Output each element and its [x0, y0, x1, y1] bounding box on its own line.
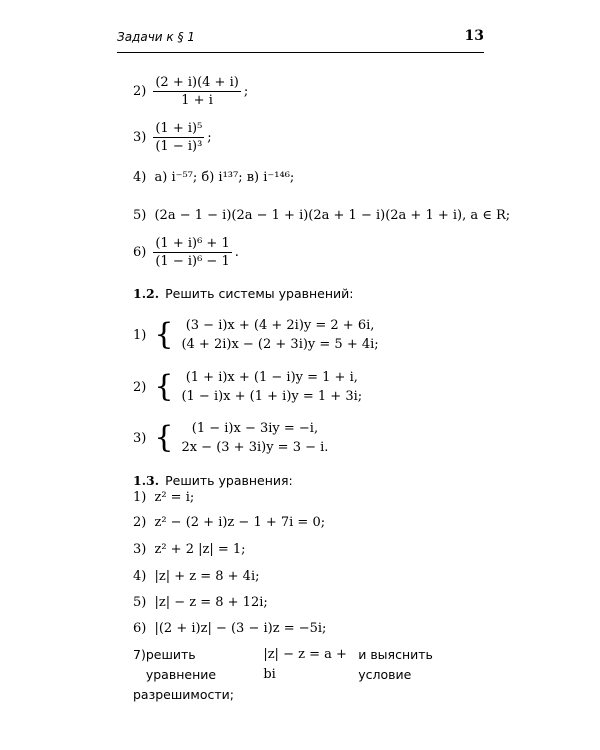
item-label: 4): [133, 569, 147, 584]
system-2: [133, 368, 362, 406]
problem-label: 6): [133, 245, 147, 260]
problem-expression: а) i⁻⁵⁷; б) i¹³⁷; в) i⁻¹⁴⁶;: [154, 170, 295, 185]
equations: [181, 316, 378, 354]
item-label: 2): [133, 515, 147, 530]
equation-item-6: [133, 621, 326, 636]
problem-5: [133, 208, 510, 223]
system-1: [133, 316, 379, 354]
equation: (1 − i)x − 3iy = −i,: [191, 421, 319, 436]
system-label: 1): [133, 327, 147, 343]
system-label: 3): [133, 430, 147, 446]
equation: (1 − i)x + (1 + i)y = 1 + 3i;: [181, 389, 363, 404]
denominator: 1 + i: [181, 93, 213, 108]
section-title: Решить системы уравнений:: [165, 286, 354, 301]
item-label: 1): [133, 490, 147, 505]
equation: 2x − (3 + 3i)y = 3 − i.: [181, 440, 329, 455]
punctuation: .: [234, 245, 239, 260]
equation-item-3: [133, 542, 246, 557]
item-label: 7): [133, 647, 146, 662]
equation: z² + 2 |z| = 1;: [154, 542, 246, 557]
problem-4: [133, 170, 294, 185]
problem-label: 2): [133, 84, 147, 99]
equation-item-1: [133, 490, 194, 505]
fraction: [153, 121, 204, 154]
section-number: 1.2.: [133, 286, 160, 301]
fraction: [153, 236, 231, 269]
equation: |z| − z = a + bi: [263, 647, 347, 682]
numerator: (2 + i)(4 + i): [155, 75, 239, 90]
page-header: [117, 28, 484, 53]
fraction: [153, 75, 240, 108]
equation: z² − (2 + i)z − 1 + 7i = 0;: [154, 515, 326, 530]
equation: z² = i;: [154, 490, 195, 505]
equation-item-5: [133, 595, 268, 610]
section-1-2-heading: [133, 286, 354, 301]
denominator: (1 − i)⁶ − 1: [155, 254, 230, 269]
denominator: (1 − i)³: [155, 139, 203, 154]
equations: [181, 419, 328, 457]
equation-item-4: [133, 569, 260, 584]
problem-label: 5): [133, 208, 147, 223]
problem-6: [133, 236, 239, 269]
running-head: Задачи к § 1: [117, 30, 195, 44]
equations: [181, 368, 362, 406]
brace: {: [154, 317, 174, 352]
section-number: 1.3.: [133, 473, 160, 488]
item-label: 3): [133, 542, 147, 557]
problem-expression: (2a − 1 − i)(2a − 1 + i)(2a + 1 − i)(2a + 1 + i), a ∈ R;: [154, 208, 511, 223]
equation: (4 + 2i)x − (2 + 3i)y = 5 + 4i;: [181, 337, 379, 352]
brace: {: [154, 369, 174, 404]
equation: (3 − i)x + (4 + 2i)y = 2 + 6i,: [185, 318, 375, 333]
numerator: (1 + i)⁵: [155, 121, 203, 136]
problem-2: [133, 75, 248, 108]
item-7-line-1: [133, 645, 483, 685]
section-title: Решить уравнения:: [165, 473, 293, 488]
item-text: решить уравнение: [145, 647, 217, 682]
equation: (1 + i)x + (1 − i)y = 1 + i,: [185, 370, 358, 385]
system-3: [133, 419, 328, 457]
problem-label: 4): [133, 170, 147, 185]
equation: |(2 + i)z| − (3 − i)z = −5i;: [154, 621, 327, 636]
brace: {: [154, 420, 174, 455]
punctuation: ;: [207, 130, 212, 145]
equation: |z| + z = 8 + 4i;: [154, 569, 260, 584]
item-label: 5): [133, 595, 147, 610]
punctuation: ;: [243, 84, 249, 99]
numerator: (1 + i)⁶ + 1: [155, 236, 230, 251]
problem-3: [133, 121, 212, 154]
item-7-line-2: разрешимости;: [133, 687, 234, 702]
system-label: 2): [133, 379, 147, 395]
equation-item-2: [133, 515, 325, 530]
page-number: 13: [464, 28, 484, 44]
problem-label: 3): [133, 130, 147, 145]
item-label: 6): [133, 621, 147, 636]
section-1-3-heading: [133, 473, 293, 488]
equation-item-7: [133, 645, 483, 705]
equation: |z| − z = 8 + 12i;: [154, 595, 268, 610]
item-text: и выяснить условие: [358, 647, 433, 682]
